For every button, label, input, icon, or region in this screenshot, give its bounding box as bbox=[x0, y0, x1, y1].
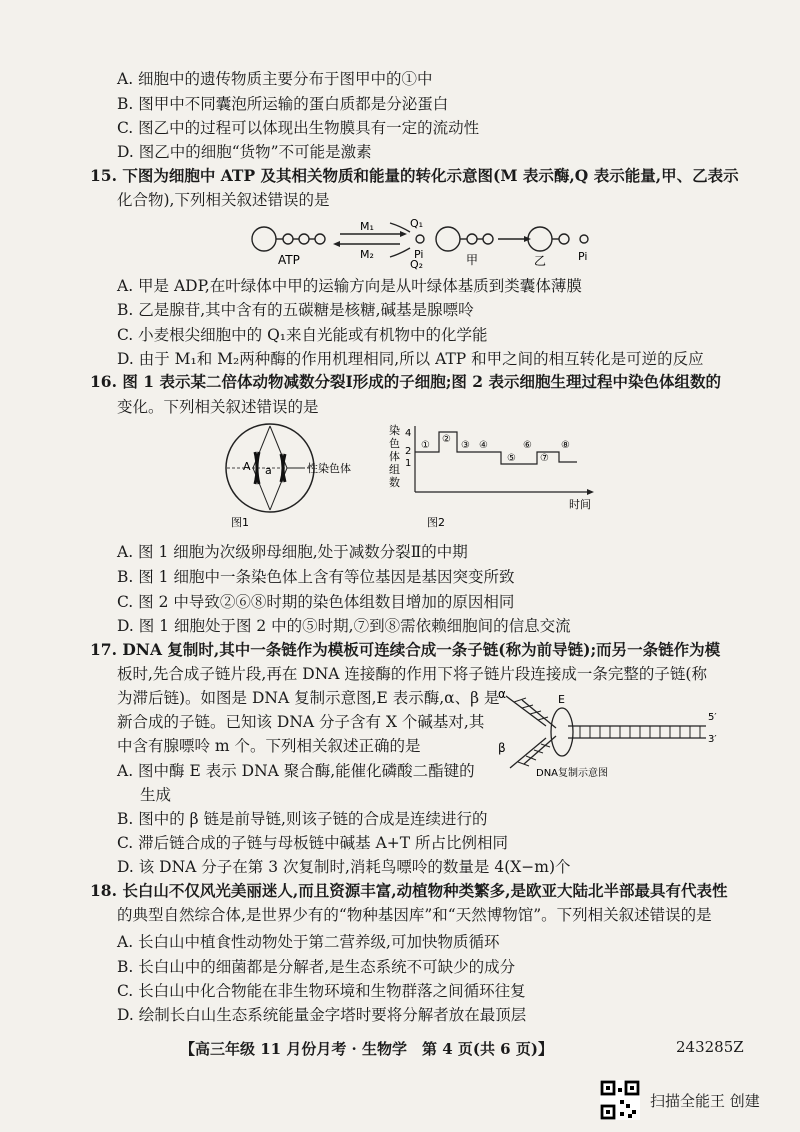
figure-1-cell bbox=[225, 420, 375, 530]
q18-option-b: B. 长白山中的细菌都是分解者,是生态系统不可缺少的成分 bbox=[117, 958, 516, 976]
q16-stem-line1: 16. 图 1 表示某二倍体动物减数分裂Ⅰ形成的子细胞;图 2 表示细胞生理过程中染色体组数的 bbox=[90, 372, 721, 391]
scanner-watermark: 扫描全能王 创建 bbox=[650, 1092, 760, 1110]
q18-stem-line2: 的典型自然综合体,是世界少有的“物种基因库”和“天然博物馆”。下列相关叙述错误的是 bbox=[117, 906, 712, 924]
q14-option-c: C. 图乙中的过程可以体现出生物膜具有一定的流动性 bbox=[117, 119, 480, 137]
q16-option-d: D. 图 1 细胞处于图 2 中的⑤时期,⑦到⑧需依赖细胞间的信息交流 bbox=[117, 617, 571, 635]
q14-option-b: B. 图甲中不同囊泡所运输的蛋白质都是分泌蛋白 bbox=[117, 95, 449, 113]
paper-code: 243285Z bbox=[676, 1038, 744, 1056]
q17-stem-line5: 中含有腺嘌呤 m 个。下列相关叙述正确的是 bbox=[117, 737, 421, 755]
qr-code-icon bbox=[600, 1080, 640, 1120]
yi-label: 乙 bbox=[534, 254, 547, 268]
q17-option-a-cont: 生成 bbox=[140, 786, 172, 804]
fig2-ylabel-char: 色 bbox=[389, 437, 400, 450]
fig2-ylabel-char: 组 bbox=[389, 463, 400, 476]
q17-stem-line1: 17. DNA 复制时,其中一条链作为模板可连续合成一条子链(称为前导链);而另一条链作为模 bbox=[90, 640, 721, 659]
fig2-stage-4: ④ bbox=[479, 440, 488, 451]
q17-option-a: A. 图中酶 E 表示 DNA 聚合酶,能催化磷酸二酯键的 bbox=[117, 762, 475, 780]
fig2-stage-1: ① bbox=[421, 440, 430, 451]
q17-stem-line4: 新合成的子链。已知该 DNA 分子含有 X 个碱基对,其 bbox=[117, 713, 485, 731]
sex-chromosome-label: 性染色体 bbox=[307, 462, 351, 475]
figure-2-caption: 图2 bbox=[427, 516, 445, 529]
atp-conversion-diagram bbox=[240, 210, 600, 272]
q17-option-d: D. 该 DNA 分子在第 3 次复制时,消耗鸟嘌呤的数量是 4(X−m)个 bbox=[117, 858, 571, 876]
q1-label: Q₁ bbox=[410, 217, 424, 230]
pi-label-2: Pi bbox=[578, 250, 588, 263]
pi-label-1: Pi bbox=[414, 248, 424, 261]
q18-stem-line1: 18. 长白山不仅风光美丽迷人,而且资源丰富,动植物种类繁多,是欧亚大陆北半部最具有代表性 bbox=[90, 881, 728, 900]
fig2-stage-5: ⑤ bbox=[507, 453, 516, 464]
fig2-ytick-2: 2 bbox=[405, 446, 412, 457]
fig2-stage-8: ⑧ bbox=[561, 440, 570, 451]
q17-option-c: C. 滞后链合成的子链与母板链中碱基 A+T 所占比例相同 bbox=[117, 834, 509, 852]
q17-option-b: B. 图中的 β 链是前导链,则该子链的合成是连续进行的 bbox=[117, 810, 488, 828]
fig2-ylabel bbox=[389, 423, 404, 489]
q15-option-b: B. 乙是腺苷,其中含有的五碳糖是核糖,碱基是腺嘌呤 bbox=[117, 301, 474, 319]
q15-stem-line2: 化合物),下列相关叙述错误的是 bbox=[117, 191, 330, 209]
q2-label: Q₂ bbox=[410, 258, 424, 271]
fig2-stage-7: ⑦ bbox=[540, 453, 549, 464]
m1-label: M₁ bbox=[360, 220, 374, 233]
q18-option-c: C. 长白山中化合物能在非生物环境和生物群落之间循环往复 bbox=[117, 982, 526, 1000]
q16-option-b: B. 图 1 细胞中一条染色体上含有等位基因是基因突变所致 bbox=[117, 568, 515, 586]
atp-label: ATP bbox=[278, 253, 300, 267]
allele-a-upper: A bbox=[243, 460, 251, 473]
fig2-ylabel-char: 数 bbox=[389, 476, 400, 489]
q17-stem-line2: 板时,先合成子链片段,再在 DNA 连接酶的作用下将子链片段连接成一条完整的子链(称 bbox=[117, 665, 707, 683]
q16-stem-line2: 变化。下列相关叙述错误的是 bbox=[117, 398, 319, 416]
figure-1-caption: 图1 bbox=[231, 516, 249, 529]
q16-option-c: C. 图 2 中导致②⑥⑧时期的染色体组数目增加的原因相同 bbox=[117, 593, 515, 611]
q16-option-a: A. 图 1 细胞为次级卵母细胞,处于减数分裂Ⅱ的中期 bbox=[117, 543, 468, 561]
alpha-label: α bbox=[498, 690, 506, 701]
fig2-ytick-4: 4 bbox=[405, 428, 412, 439]
q17-stem-line3: 为滞后链)。如图是 DNA 复制示意图,E 表示酶,α、β 是 bbox=[117, 689, 500, 707]
fig2-ylabel-char: 体 bbox=[389, 450, 400, 463]
fig2-ylabel-char: 染 bbox=[389, 424, 400, 437]
q18-option-a: A. 长白山中植食性动物处于第二营养级,可加快物质循环 bbox=[117, 933, 500, 951]
q14-option-a: A. 细胞中的遗传物质主要分布于图甲中的①中 bbox=[117, 70, 433, 88]
jia-label: 甲 bbox=[466, 253, 479, 267]
q14-option-d: D. 图乙中的细胞“货物”不可能是激素 bbox=[117, 143, 372, 161]
m2-label: M₂ bbox=[360, 248, 374, 261]
enzyme-e-label: E bbox=[558, 693, 565, 706]
figure-2-graph bbox=[387, 420, 602, 530]
fig2-stage-3: ③ bbox=[461, 440, 470, 451]
fig2-ytick-1: 1 bbox=[405, 458, 412, 469]
five-prime-label: 5′ bbox=[708, 712, 717, 723]
q15-stem-line1: 15. 下图为细胞中 ATP 及其相关物质和能量的转化示意图(M 表示酶,Q 表示能量,甲、乙表示 bbox=[90, 166, 739, 185]
q18-option-d: D. 绘制长白山生态系统能量金字塔时要将分解者放在最顶层 bbox=[117, 1006, 527, 1024]
dna-figure-caption: DNA复制示意图 bbox=[536, 768, 609, 779]
fig2-xlabel: 时间 bbox=[569, 498, 591, 511]
q15-option-a: A. 甲是 ADP,在叶绿体中甲的运输方向是从叶绿体基质到类囊体薄膜 bbox=[117, 277, 582, 295]
allele-a-lower: a bbox=[265, 464, 272, 477]
dna-replication-diagram bbox=[496, 690, 726, 780]
q15-option-d: D. 由于 M₁和 M₂两种酶的作用机理相同,所以 ATP 和甲之间的相互转化是可逆的反应 bbox=[117, 350, 704, 368]
three-prime-label: 3′ bbox=[708, 734, 717, 745]
q15-option-c: C. 小麦根尖细胞中的 Q₁来自光能或有机物中的化学能 bbox=[117, 326, 488, 344]
fig2-stage-6: ⑥ bbox=[523, 440, 532, 451]
fig2-stage-2: ② bbox=[442, 434, 451, 445]
beta-label: β bbox=[498, 741, 506, 755]
page-footer: 【高三年级 11 月份月考 · 生物学 第 4 页(共 6 页)】 bbox=[180, 1040, 553, 1058]
